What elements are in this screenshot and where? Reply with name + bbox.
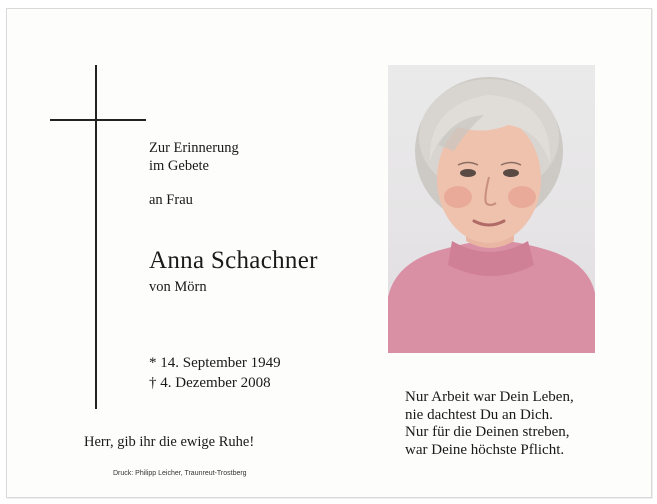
- deceased-name: Anna Schachner: [149, 247, 318, 274]
- death-date: † 4. Dezember 2008: [149, 375, 271, 391]
- cross-icon: [95, 65, 97, 409]
- printer-credit: Druck: Philipp Leicher, Traunreut-Trostberg: [113, 470, 247, 477]
- poem-line: nie dachtest Du an Dich.: [405, 406, 553, 423]
- poem-line: war Deine höchste Pflicht.: [405, 441, 565, 458]
- salutation: an Frau: [149, 192, 193, 208]
- prayer-text: Herr, gib ihr die ewige Ruhe!: [84, 434, 255, 450]
- origin: von Mörn: [149, 279, 207, 295]
- poem-line: Nur für die Deinen streben,: [405, 424, 570, 440]
- portrait-photo: [388, 65, 595, 353]
- memorial-poem: [405, 389, 574, 459]
- poem-line: Nur Arbeit war Dein Leben,: [405, 389, 574, 405]
- intro-line-1: Zur Erinnerung: [149, 140, 239, 156]
- memorial-card: [6, 8, 652, 498]
- intro-line-2: im Gebete: [149, 158, 209, 174]
- birth-date: * 14. September 1949: [149, 355, 281, 371]
- cross-icon-bar: [50, 119, 146, 121]
